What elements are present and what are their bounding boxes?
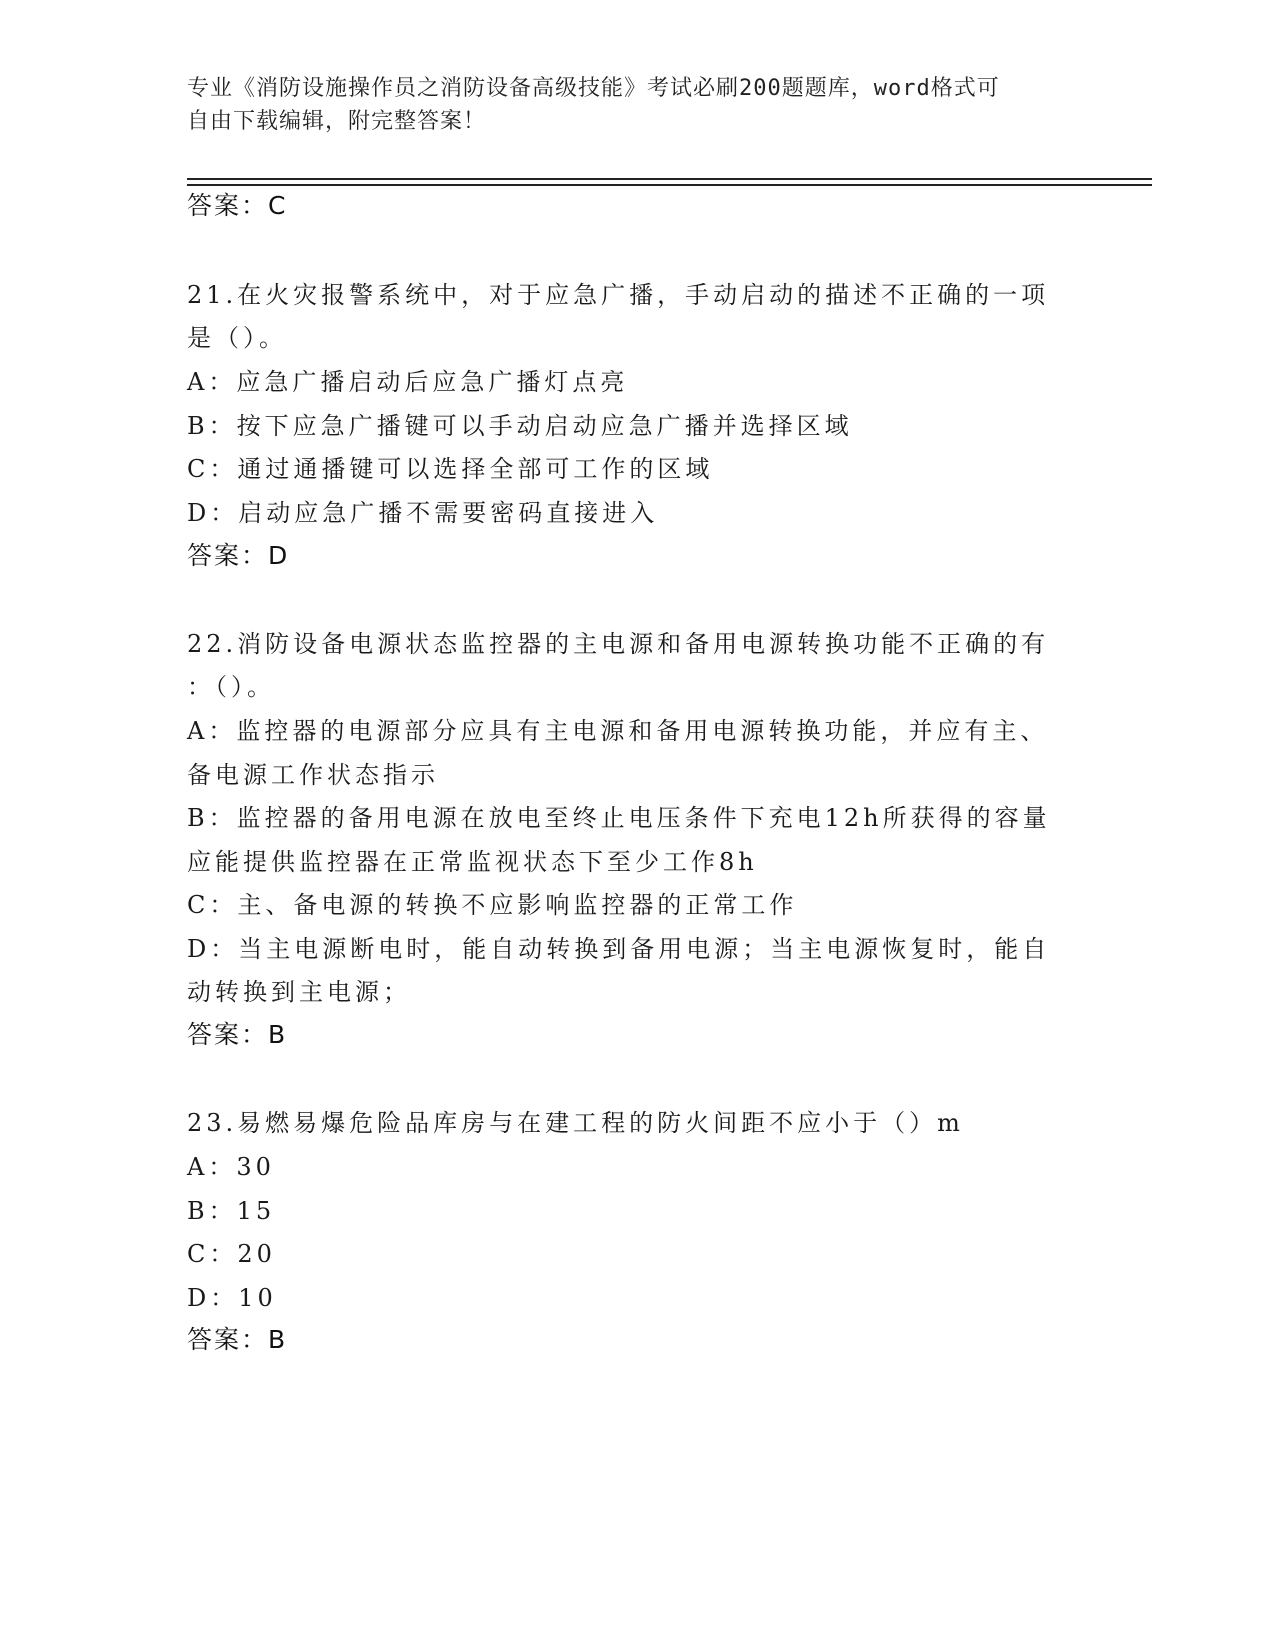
question-22-option-d-line-2: 动转换到主电源； (187, 978, 411, 1006)
question-21-option-c: C：通过通播键可以选择全部可工作的区域 (187, 455, 714, 483)
question-22-line-2: ：（）。 (187, 673, 275, 701)
header-rule-bottom (187, 184, 1152, 186)
question-21-option-d: D：启动应急广播不需要密码直接进入 (187, 499, 659, 527)
question-22-option-a-line-2: 备电源工作状态指示 (187, 761, 439, 789)
question-22-option-b-line-2: 应能提供监控器在正常监视状态下至少工作8h (187, 848, 758, 876)
question-21-line-1: 21.在火灾报警系统中，对于应急广播，手动启动的描述不正确的一项 (187, 281, 1050, 309)
question-22-option-c: C：主、备电源的转换不应影响监控器的正常工作 (187, 891, 798, 919)
document-header (187, 72, 1067, 138)
header-rule-top (187, 178, 1152, 180)
question-23-option-b: B：15 (187, 1197, 276, 1225)
question-21-line-2: 是（）。 (187, 324, 287, 352)
header-line-2: 自由下载编辑，附完整答案！ (187, 109, 487, 134)
question-23-line-1: 23.易燃易爆危险品库房与在建工程的防火间距不应小于（）m (187, 1109, 964, 1137)
question-23-option-d: D：10 (187, 1284, 277, 1312)
question-22-option-d-line-1: D：当主电源断电时，能自动转换到备用电源；当主电源恢复时，能自 (187, 935, 1051, 963)
question-23-option-c: C：20 (187, 1240, 276, 1268)
question-22-option-a-line-1: A：监控器的电源部分应具有主电源和备用电源转换功能，并应有主、 (187, 717, 1049, 745)
question-22-option-b-line-1: B：监控器的备用电源在放电至终止电压条件下充电12h所获得的容量 (187, 804, 1051, 832)
question-22-line-1: 22.消防设备电源状态监控器的主电源和备用电源转换功能不正确的有 (187, 630, 1050, 658)
question-23-answer: 答案：B (187, 1325, 288, 1354)
previous-answer: 答案：C (187, 191, 288, 220)
question-21-option-b: B：按下应急广播键可以手动启动应急广播并选择区域 (187, 412, 853, 440)
header-line-1: 专业《消防设施操作员之消防设备高级技能》考试必刷200题题库，word格式可 (187, 76, 1000, 101)
question-22-answer: 答案：B (187, 1020, 288, 1049)
question-21-option-a: A：应急广播启动后应急广播灯点亮 (187, 368, 629, 396)
question-21-answer: 答案：D (187, 541, 290, 570)
question-23-option-a: A：30 (187, 1153, 275, 1181)
